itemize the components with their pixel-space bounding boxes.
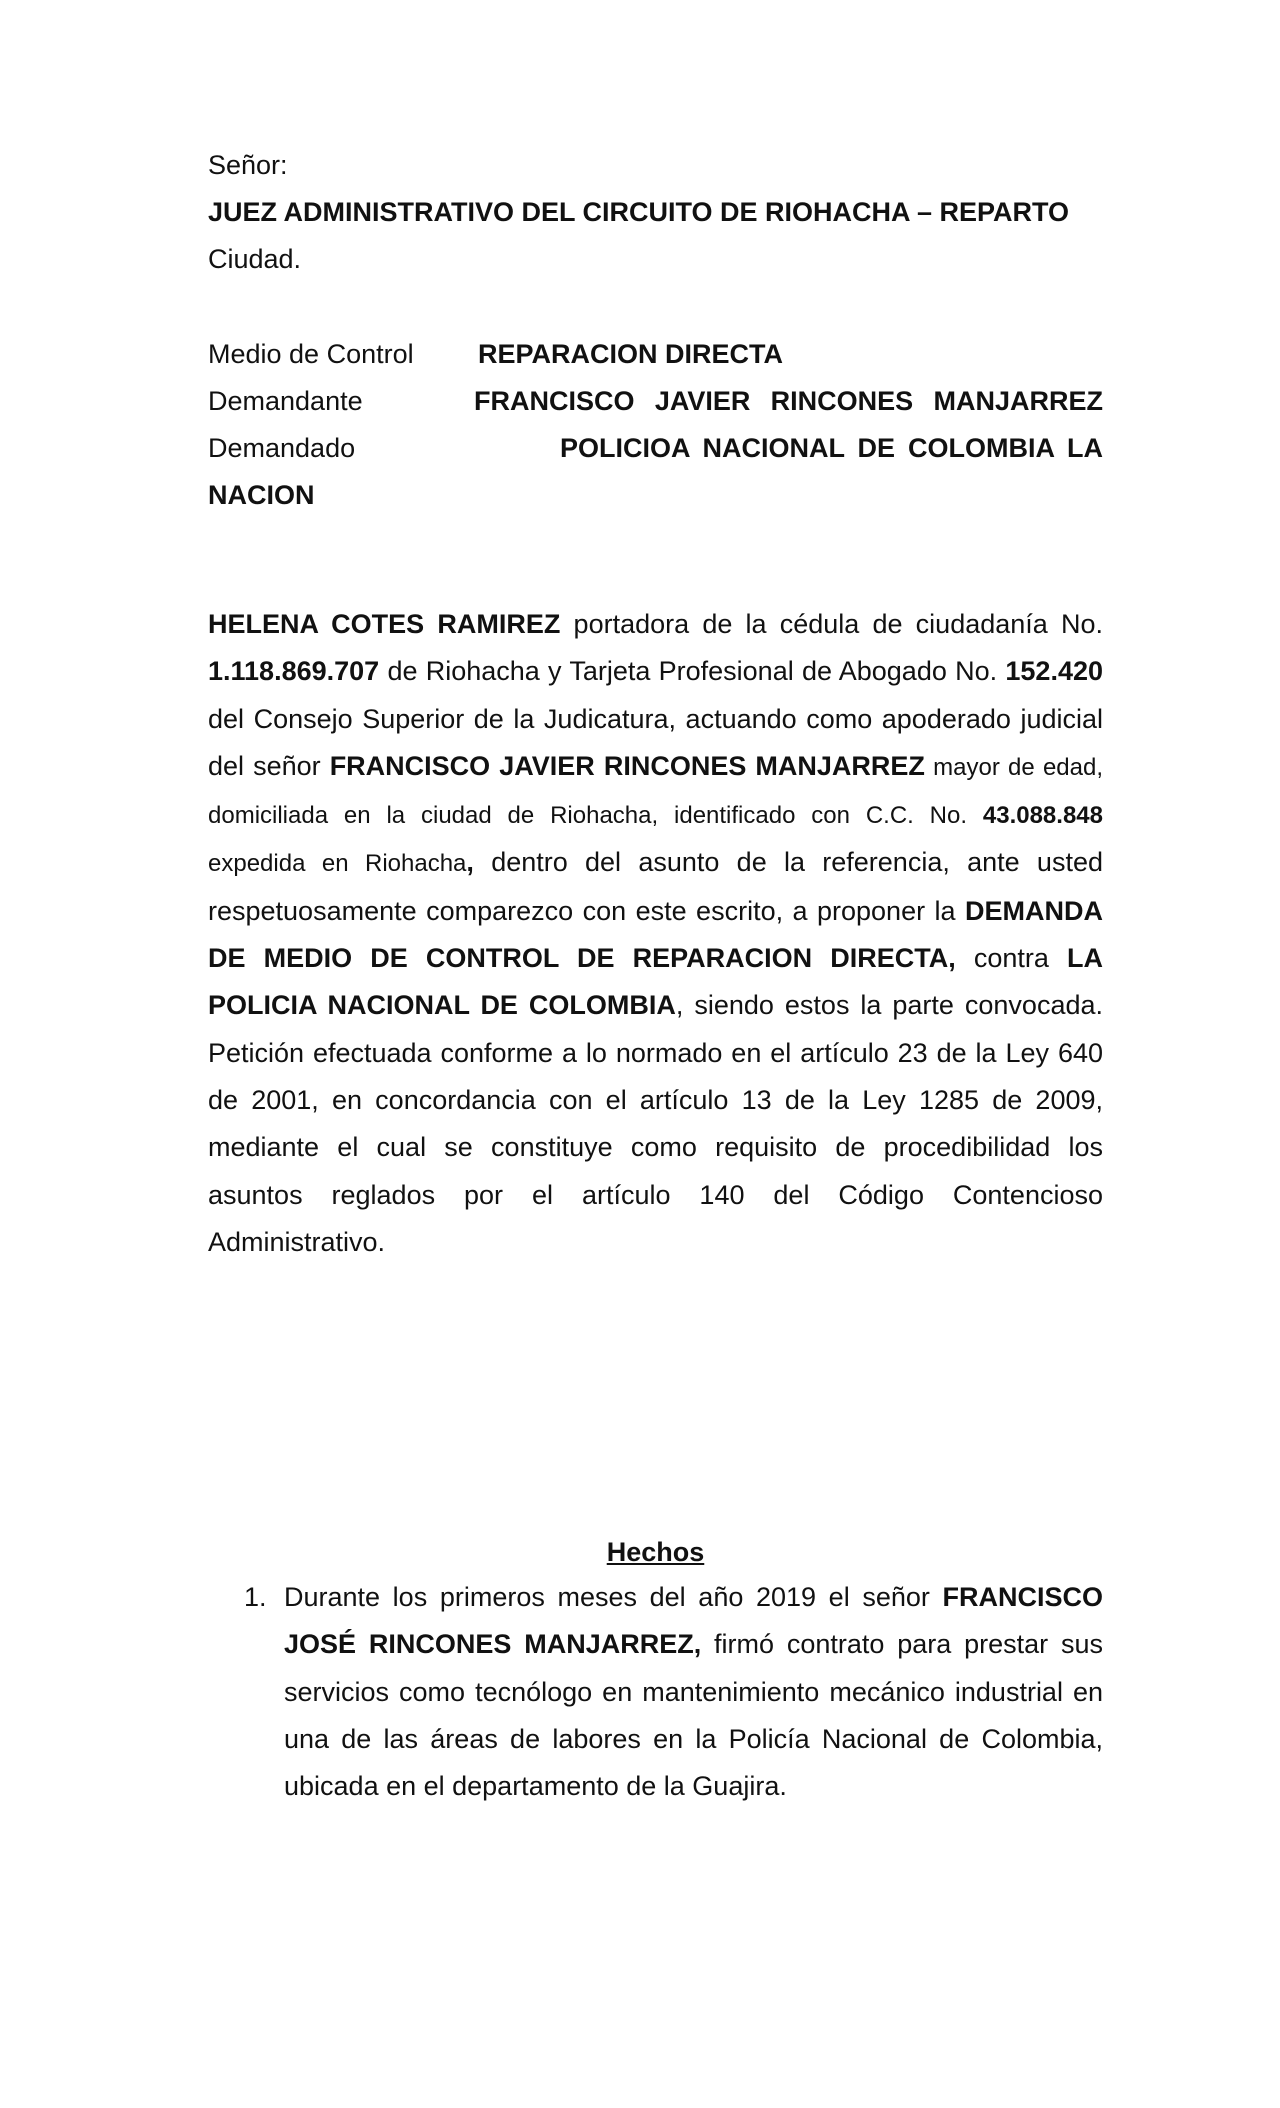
list-item-text: firmó contrato para prestar sus servicios como tecnólogo en mantenimiento mecánico industrial en una de las áreas de labores en la Policía Nacional de Colombia, ubicada en el departamento de la Guajira. [284,1629,1104,1802]
recipient-text: JUEZ ADMINISTRATIVO DEL CIRCUITO DE RIOHACHA – REPARTO [208,197,1070,227]
list-item-number: 1. [244,1582,267,1612]
body-text: de Riohacha y Tarjeta Profesional de Abogado No. [379,656,1006,687]
attorney-name: HELENA COTES RAMIREZ [208,609,561,639]
demandado-value: POLICIOA NACIONAL DE COLOMBIA LA [560,433,1103,463]
list-item [284,1574,1103,1810]
medio-value: REPARACION DIRECTA [478,339,784,369]
demandado-value-cont: NACION [208,480,315,510]
salutation: Señor: [208,150,288,180]
client-name: FRANCISCO JAVIER RINCONES MANJARREZ [329,750,925,781]
list-item-text: Durante los primeros meses del año 2019 el señor [284,1582,943,1612]
body-paragraph [208,601,1103,1266]
cedula-number: 1.118.869.707 [208,656,380,687]
body-text: dentro del asunto de la referencia, ante usted respetuosamente comparezco con este escrito, a proponer la [208,847,1103,926]
demandante-label: Demandante [208,386,363,416]
body-text: expedida en Riohacha [208,850,467,878]
body-text: , [466,847,474,878]
client-cc: 43.088.848 [982,802,1103,830]
list-item-name: FRANCISCO JOSÉ RINCONES MANJARREZ, [284,1582,1103,1660]
defendant-name: LA POLICIA NACIONAL DE COLOMBIA [208,943,1104,1021]
demandante-value: FRANCISCO JAVIER RINCONES MANJARREZ [474,386,1103,416]
body-text: contra [955,943,1068,974]
demand-type: DEMANDA DE MEDIO DE CONTROL DE REPARACION DIRECTA, [208,895,1103,974]
city: Ciudad. [208,244,302,274]
body-text: del Consejo Superior de la Judicatura, actuando como apoderado judicial del señor [208,703,1103,781]
medio-label: Medio de Control [208,339,414,369]
hechos-heading: Hechos [606,1537,705,1567]
recipient [208,196,1103,228]
body-text: mayor de edad, domiciliada en la ciudad de Riohacha, identificado con C.C. No. [208,753,1104,830]
demandado-label: Demandado [208,433,356,463]
tarjeta-number: 152.420 [1005,656,1103,687]
body-text: portadora de la cédula de ciudadanía No. [560,609,1103,639]
body-text: , siendo estos la parte convocada. Petición efectuada conforme a lo normado en el artículo 23 de la Ley 640 de 2001, en concordancia con el artículo 13 de la Ley 1285 de 2009, mediante el cual se constituye como requisito de procedibilidad los asuntos reglados por el artículo 140 del Código Contencioso Administrativo. [208,990,1103,1257]
